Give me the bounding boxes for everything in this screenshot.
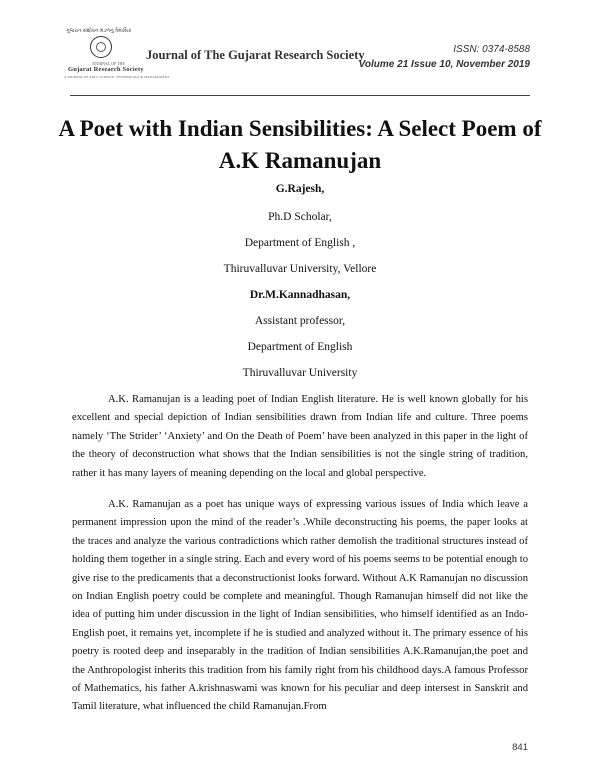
author-1-university: Thiruvalluvar University, Vellore [223, 263, 377, 275]
logo-top-text: ગુજરાત સંશોધન મંડળનું ત્રૈમાસિક [66, 29, 132, 34]
journal-name: Journal of The Gujarat Research Society [146, 48, 365, 62]
issn: ISSN: 0374-8588 [453, 44, 530, 55]
author-1-name: G.Rajesh, [275, 183, 325, 195]
author-1-position: Ph.D Scholar, [268, 211, 332, 223]
page-number: 841 [512, 742, 528, 753]
logo-tagline: A JOURNAL OF ARTS, SCIENCE, TECHNOLOGY & MANAGEMENT [64, 75, 170, 79]
header-divider [70, 95, 530, 96]
logo-subtitle: JOURNAL OF THE [92, 61, 125, 66]
author-2-position: Assistant professor, [254, 315, 346, 327]
author-2-department: Department of English [247, 341, 353, 353]
logo-name: Gujarat Research Society [68, 66, 144, 73]
volume-info: Volume 21 Issue 10, November 2019 [358, 59, 530, 70]
body-paragraph: A.K. Ramanujan as a poet has unique ways of expressing various issues of India which leave a permanent impression upon the mind of the reader’s .While deconstructing his poems, the paper looks at the traces and analyze the various contradictions which rather demolish the traditional structures instead of holding them together in a single string. Each and every word of his poems seems to be potential enough to give rise to the predicaments that a deconstructionist looks forward. Without A.K Ramanujan no discussion on Indian English poetry could be complete and meaningful. Though Ramanujan himself did not like the idea of putting him under discussion in the light of Indian sensibilities, who himself identified as an Indo-English poet, it remains yet, incomplete if he is studied and analyzed without it. The primary essence of his poetry is rooted deep and inseparably in the tradition of Indian sensibilities A.K.Ramanujan,the poet and the Anthropologist inherits this tradition from his family right from his childhood days.A famous Professor of Mathematics, his father A.krishnaswami was known for his peculiar and deep intersest in Sanskrit and Tamil literature, what influenced the child Ramanujan.From [72, 499, 528, 713]
paper-title: A Poet with Indian Sensibilities: A Select Poem of A.K Ramanujan [58, 116, 542, 173]
abstract-paragraph: A.K. Ramanujan is a leading poet of Indian English literature. He is well known globally for his excellent and special depiction of Indian sensibilities drawn from Indian life and culture. Three poems namely ‘The Strider’ ‘Anxiety’ and On the Death of Poem’ have been analyzed in this paper in the light of the theory of deconstruction what shows that the Indian sensibilities is not the single string of tradition, rather it has many layers of meaning depending on the local and global perspective. [72, 394, 528, 479]
author-2-university: Thiruvalluvar University [242, 367, 358, 379]
author-1-department: Department of English , [244, 237, 356, 249]
seal-icon [90, 36, 112, 58]
author-2-name: Dr.M.Kannadhasan, [249, 289, 351, 301]
journal-logo [62, 28, 170, 84]
